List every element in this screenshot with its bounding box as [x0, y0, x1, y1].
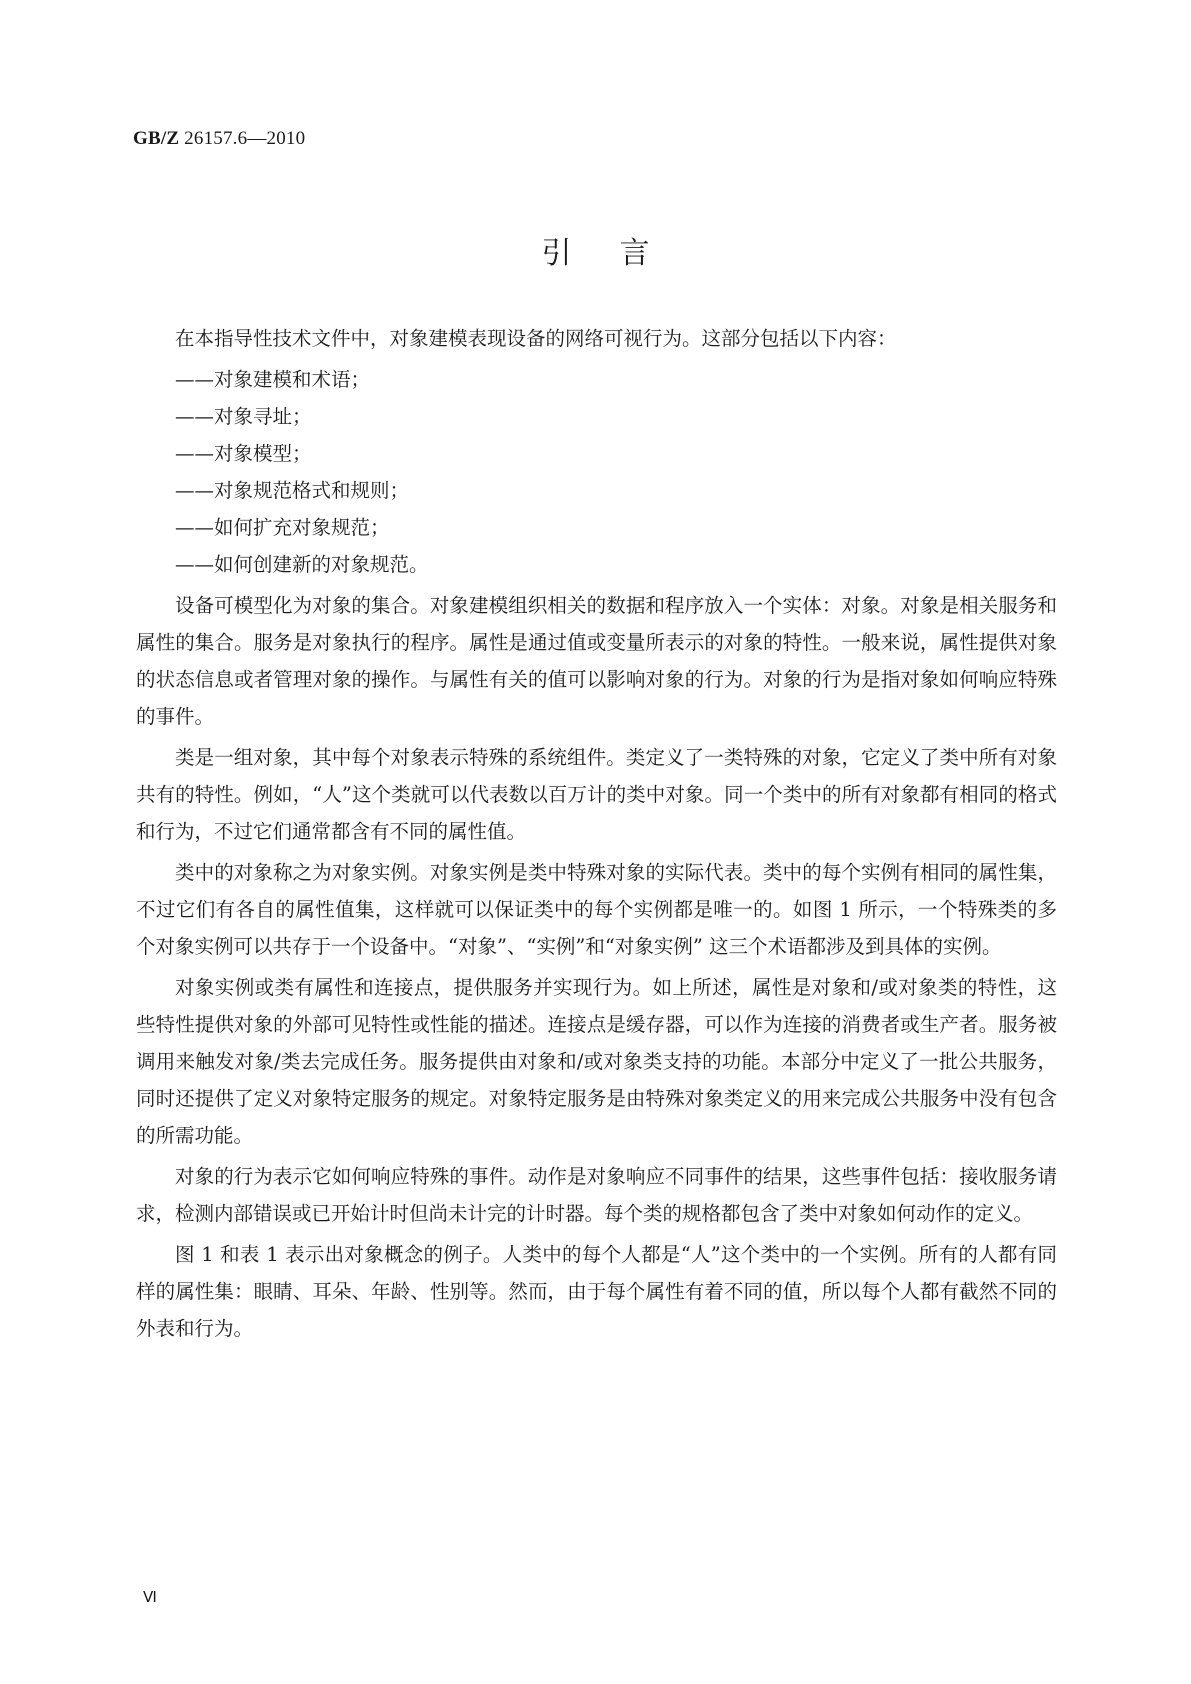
standard-header: [133, 128, 305, 150]
paragraph-behavior: 对象的行为表示它如何响应特殊的事件。动作是对象响应不同事件的结果，这些事件包括：接收服务请求，检测内部错误或已开始计时但尚未计完的计时器。每个类的规格都包含了类中对象如何动作的定义。: [136, 1165, 1057, 1225]
list-item: ——如何创建新的对象规范。: [175, 553, 429, 576]
body-text: [136, 320, 1057, 1351]
list-item: ——如何扩充对象规范；: [175, 516, 390, 539]
page-number: Ⅵ: [143, 1590, 157, 1606]
list-item: ——对象寻址；: [175, 405, 312, 428]
section-title: 引言: [541, 236, 698, 271]
list-item: ——对象规范格式和规则；: [175, 479, 410, 502]
paragraph-attributes: 对象实例或类有属性和连接点，提供服务并实现行为。如上所述，属性是对象和/或对象类的特性，这些特性提供对象的外部可见特性或性能的描述。连接点是缓存器，可以作为连接的消费者或生产者。服务被调用来触发对象/类去完成任务。服务提供由对象和/或对象类支持的功能。本部分中定义了一批公共服务，同时还提供了定义对象特定服务的规定。对象特定服务是由特殊对象类定义的用来完成公共服务中没有包含的所需功能。: [136, 976, 1057, 1147]
paragraph-instances: 类中的对象称之为对象实例。对象实例是类中特殊对象的实际代表。类中的每个实例有相同的属性集，不过它们有各自的属性值集，这样就可以保证类中的每个实例都是唯一的。如图 1 所示，一个特殊类的多个对象实例可以共存于一个设备中。“对象”、“实例”和“对象实例” 这三个术语都涉及到具体的实例。: [136, 861, 1057, 958]
intro-paragraph: 在本指导性技术文件中，对象建模表现设备的网络可视行为。这部分包括以下内容：: [175, 327, 897, 350]
paragraph-example: 图 1 和表 1 表示出对象概念的例子。人类中的每个人都是“人”这个类中的一个实例。所有的人都有同样的属性集：眼睛、耳朵、年龄、性别等。然而，由于每个属性有着不同的值，所以每个人都有截然不同的外表和行为。: [136, 1243, 1057, 1340]
paragraph-objects: 设备可模型化为对象的集合。对象建模组织相关的数据和程序放入一个实体：对象。对象是相关服务和属性的集合。服务是对象执行的程序。属性是通过值或变量所表示的对象的特性。一般来说，属性提供对象的状态信息或者管理对象的操作。与属性有关的值可以影响对象的行为。对象的行为是指对象如何响应特殊的事件。: [136, 594, 1057, 728]
standard-code-number: 26157.6—2010: [179, 128, 306, 149]
standard-code-prefix: GB/Z: [133, 128, 180, 149]
paragraph-classes: 类是一组对象，其中每个对象表示特殊的系统组件。类定义了一类特殊的对象，它定义了类中所有对象共有的特性。例如，“人”这个类就可以代表数以百万计的类中对象。同一个类中的所有对象都有相同的格式和行为，不过它们通常都含有不同的属性值。: [136, 746, 1057, 843]
content-list: [136, 361, 1057, 583]
list-item: ——对象模型；: [175, 442, 312, 465]
list-item: ——对象建模和术语；: [175, 368, 371, 391]
